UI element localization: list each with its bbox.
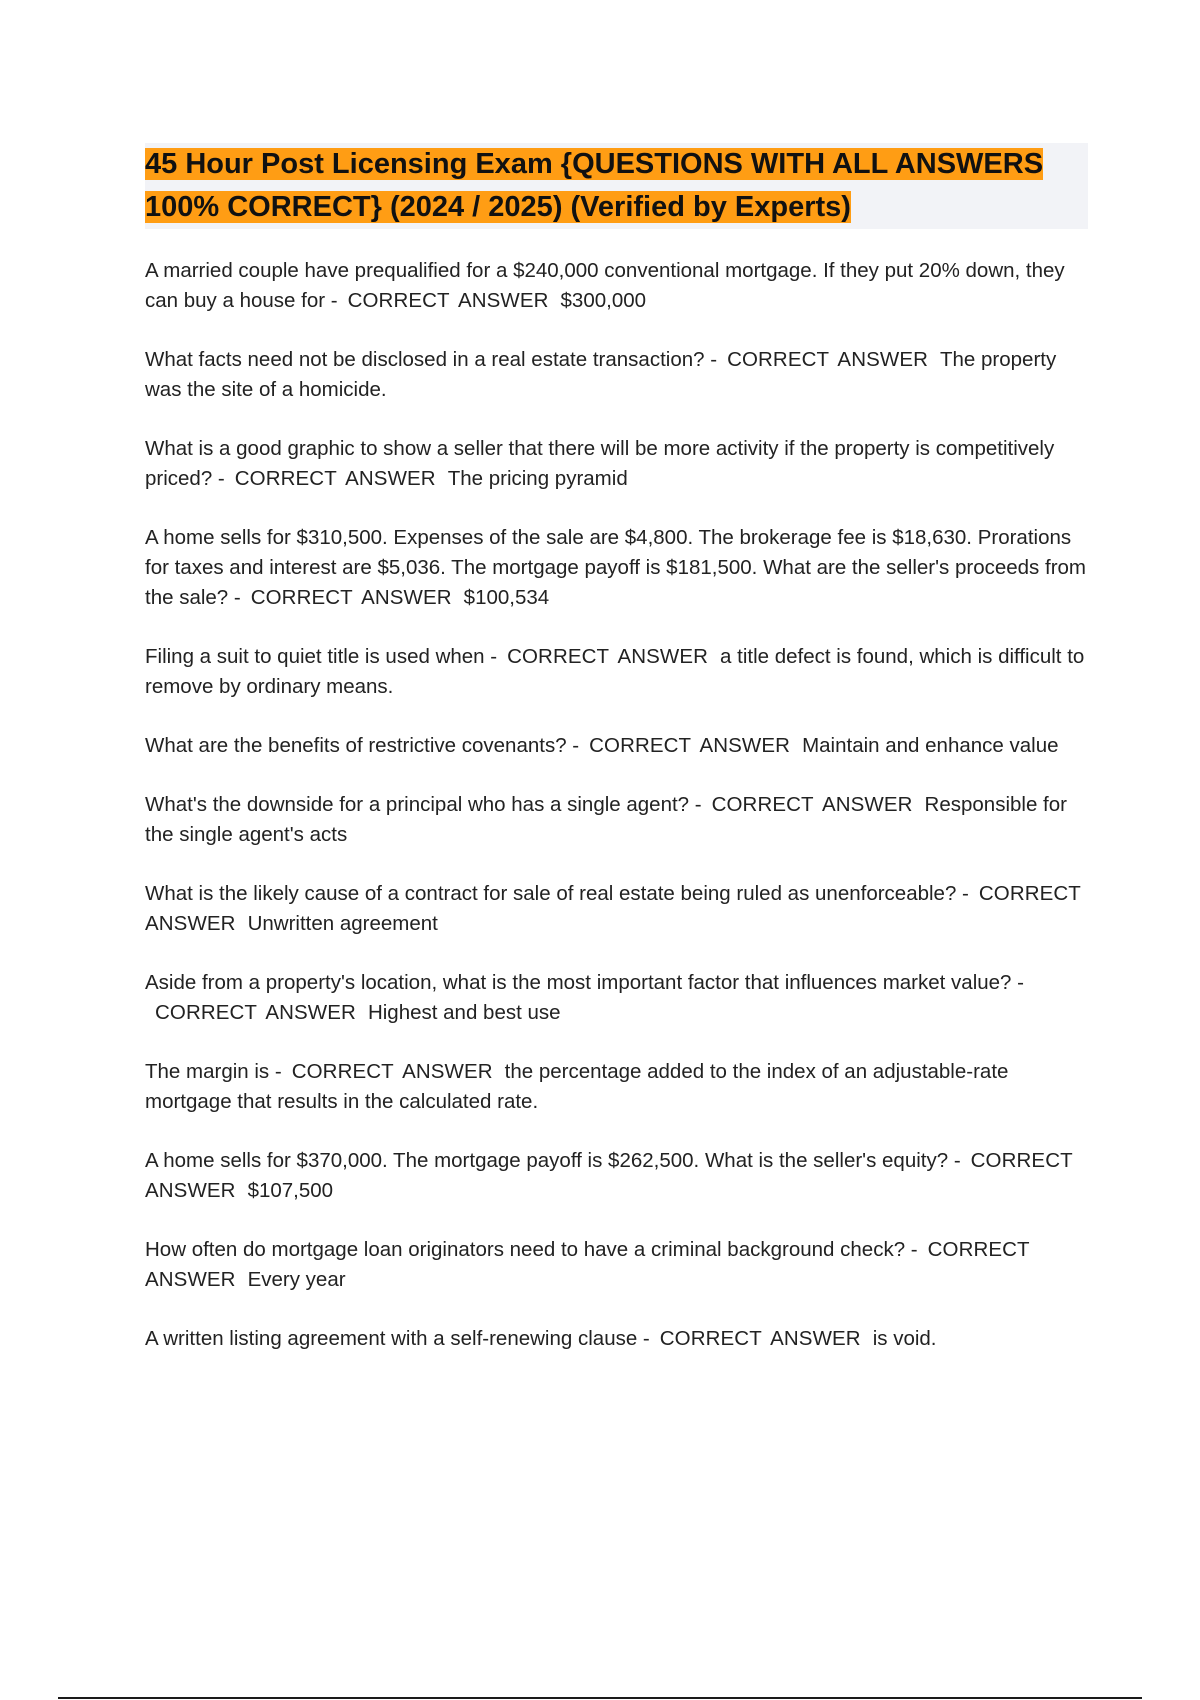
correct-answer-label: CORRECT ANSWER [711,793,913,816]
qa-item-12 [145,1235,1090,1295]
qa-item-10 [145,1057,1090,1117]
footer-divider [58,1697,1142,1699]
correct-answer-label: CORRECT ANSWER [347,289,549,312]
question-text: What facts need not be disclosed in a real estate transaction? - [145,348,718,371]
document-title [145,143,1088,229]
correct-answer-label: CORRECT ANSWER [145,1149,1073,1202]
answer-text: Every year [247,1268,346,1291]
question-text: The margin is - [145,1060,282,1083]
answer-text: Maintain and enhance value [802,734,1059,757]
qa-item-7 [145,790,1090,850]
answer-text: the percentage added to the index of an adjustable-rate mortgage that results in the calculated rate. [145,1060,1009,1113]
correct-answer-label: CORRECT ANSWER [727,348,928,371]
answer-text: Unwritten agreement [247,912,438,935]
answer-text: $300,000 [560,289,647,312]
question-text: A written listing agreement with a self-renewing clause - [145,1327,650,1350]
question-text: Aside from a property's location, what is the most important factor that influences market value? - [145,971,1024,994]
qa-item-13 [145,1324,1090,1354]
qa-item-2 [145,345,1090,405]
title-line-1: 45 Hour Post Licensing Exam {QUESTIONS WITH ALL ANSWERS [145,148,1044,180]
title-line-2: 100% CORRECT} (2024 / 2025) (Verified by Experts) [145,191,851,223]
qa-item-1 [145,256,1090,316]
correct-answer-label: CORRECT ANSWER [145,1238,1030,1291]
qa-item-6 [145,731,1090,761]
correct-answer-label: CORRECT ANSWER [589,734,791,757]
question-answer-list [145,256,1090,1383]
question-text: What are the benefits of restrictive covenants? - [145,734,580,757]
question-text: What is a good graphic to show a seller that there will be more activity if the property is competitively priced? - [145,437,1055,490]
correct-answer-label: CORRECT ANSWER [145,882,1081,935]
document-title-block [145,143,1088,229]
qa-item-11 [145,1146,1090,1206]
question-text: What's the downside for a principal who has a single agent? - [145,793,702,816]
qa-item-4 [145,523,1090,613]
answer-text: The property was the site of a homicide. [145,348,1057,401]
question-text: How often do mortgage loan originators need to have a criminal background check? - [145,1238,918,1261]
correct-answer-label: CORRECT ANSWER [250,586,452,609]
qa-item-9 [145,968,1090,1028]
answer-text: Highest and best use [367,1001,561,1024]
question-text: What is the likely cause of a contract for sale of real estate being ruled as unenforceable? - [145,882,969,905]
answer-text: $107,500 [247,1179,334,1202]
question-text: Filing a suit to quiet title is used when - [145,645,498,668]
answer-text: a title defect is found, which is difficult to remove by ordinary means. [145,645,1085,698]
correct-answer-label: CORRECT ANSWER [155,1001,356,1024]
correct-answer-label: CORRECT ANSWER [234,467,436,490]
question-text: A married couple have prequalified for a $240,000 conventional mortgage. If they put 20% down, they can buy a house for - [145,259,1065,312]
question-text: A home sells for $370,000. The mortgage payoff is $262,500. What is the seller's equity? - [145,1149,961,1172]
correct-answer-label: CORRECT ANSWER [659,1327,861,1350]
answer-text: The pricing pyramid [447,467,628,490]
qa-item-8 [145,879,1090,939]
qa-item-5 [145,642,1090,702]
question-text: A home sells for $310,500. Expenses of the sale are $4,800. The brokerage fee is $18,630. Prorations for taxes and interest are $5,036. The mortgage payoff is $181,500. What are the seller's proceeds from the sale? - [145,526,1086,609]
answer-text: $100,534 [463,586,550,609]
answer-text: Responsible for the single agent's acts [145,793,1067,846]
qa-item-3 [145,434,1090,494]
answer-text: is void. [872,1327,937,1350]
correct-answer-label: CORRECT ANSWER [507,645,709,668]
correct-answer-label: CORRECT ANSWER [291,1060,493,1083]
